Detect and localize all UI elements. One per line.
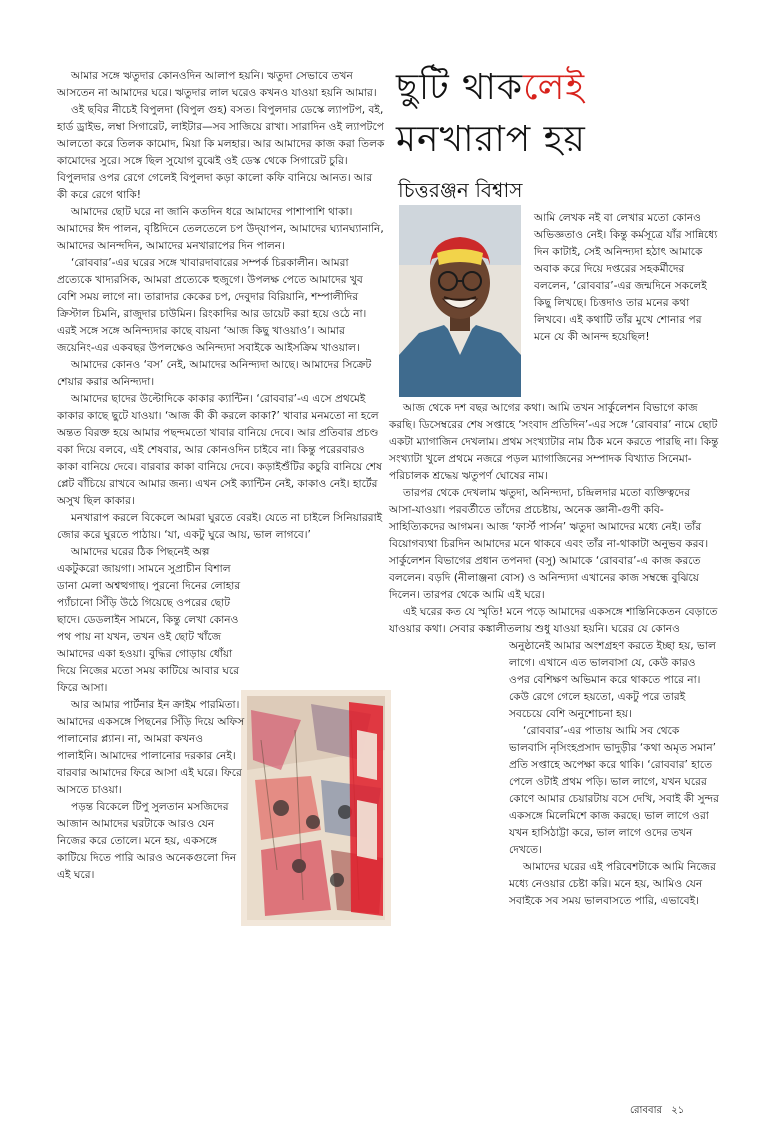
right-column-wrap <box>509 638 719 910</box>
paragraph: ‘রোববার’-এর ঘরের সঙ্গে খাবারদাবারের সম্পর্ক চিরকালীন। আমরা প্রত্যেকে খাদ্যরসিক, আমরা প্রত্যেকে হুজুগে। উপলক্ষ পেতে আমাদের খুব বেশি সময় লাগে না। তারাদার কেকের চপ, দেবুদার বিরিয়ানি, শম্পালীদির ক্রিস্টাল চিমনি, রাজুদার চাউমিন। রিংকাদির আর ডায়েট করা হয়ে ওঠে না। এরই সঙ্গে সঙ্গে অনিন্দ্যদার কাছে বায়না ‘আজ কিছু খাওয়াও’। আমার জয়েনিং-এর একবছর উপলক্ষেও অনিন্দ্যদা সবাইকে আইসক্রিম খাওয়াল। <box>57 257 367 354</box>
left-column <box>57 68 385 884</box>
author-byline: চিত্তরঞ্জন বিশ্বাস <box>398 178 523 202</box>
paragraph: আমাদের ছাদের উল্টোদিকে কাকার ক্যান্টিন। ‘রোববার’-এ এসে প্রথমেই কাকার কাছে ছুটে যাওয়া। ‘আজ কী কী করলে কাকা?’ খাবার মনমতো না হলে অন্তত বিরক্ত হয়ে আমার পছন্দমতো খাবার বানিয়ে দেবে। আর প্রতিবার প্রচণ্ড বকা দিয়ে বলবে, এই শেষবার, আর কোনওদিন চাইবে না। কিন্তু পরেরবারও কাকা বানিয়ে দেবে। বারবার কাকা বানিয়ে দেবে। কড়াইশুঁটির কচুরি বানিয়ে শেষ প্লেট বাঁচিয়ে রাখবে আমার জন্য। এখন সেই ক্যান্টিন নেই, কাকাও নেই। হার্টের অসুখ ছিল কাকার। <box>57 393 382 507</box>
right-column-intro <box>534 210 720 346</box>
page-footer <box>630 1103 684 1120</box>
paragraph: আমাদের ঘরের ঠিক পিছনেই অল্প একটুকরো জায়গা। সামনে সুপ্রাচীন বিশাল ডানা মেলা অশ্বত্থগাছ। পুরনো দিনের লোহার প্যাঁচানো সিঁড়ি উঠে গিয়েছে ওপরের ছোট ছাদে। ডেডলাইন সামনে, কিন্তু লেখা কোনও পথ পায় না যখন, তখন ওই ছোট খাঁজে আমাদের একা হওয়া। বুদ্ধির গোড়ায় ধোঁয়া দিয়ে নিজের মতো সময় কাটিয়ে আবার ঘরে ফিরে আসা। <box>57 546 241 694</box>
paragraph: পড়ন্ত বিকেলে টিপু সুলতান মসজিদের আজান আমাদের ঘরটাকে আরও যেন নিজের করে তোলে। মনে হয়, একসঙ্গে কাটিয়ে দিতে পারি আরও অনেকগুলো দিন এই ঘরে। <box>57 801 237 881</box>
paragraph: মনখারাপ করলে বিকেলে আমরা ঘুরতে বেরই। যেতে না চাইলে সিনিয়াররাই জোর করে ঘুরতে পাঠায়। ‘যা, একটু ঘুরে আয়, ভাল লাগবে।’ <box>57 512 383 541</box>
paragraph: আমাদের ছোট ঘরে না জানি কতদিন ধরে আমাদের পাশাপাশি থাকা। আমাদের ঈদ পালন, বৃষ্টিদিনে তেলতেলে চপ উদ্‌যাপন, আমাদের ঘ্যানঘ্যানানি, আমাদের আনন্দদিন, আমাদের মনখারাপের দিন পালন। <box>57 206 384 252</box>
paragraph: তারপর থেকে দেখলাম ঋতুদা, অনিন্দ্যদা, চন্দ্রিলদার মতো ব্যক্তিত্বদের আসা-যাওয়া। পরবর্তীতে তাঁদের প্রচেষ্টায়, অনেক জ্ঞানী-গুণী কবি-সাহিত্যিকদের আগমন। আজ ‘ফার্স্ট পার্সন’ ঋতুদা আমাদের মধ্যে নেই। তাঁর বিয়োগব্যথা চিরদিন আমাদের মনে থাকবে এবং তাঁর না-থাকাটা অনুভব করব। সার্কুলেশন বিভাগের প্রধান তপনদা (বসু) আমাকে ‘রোববার’-এ কাজ করতে বললেন। বড়দি (নীলাঞ্জনা বোস) ও অনিন্দ্যদা এখানের কাজ সম্বন্ধে বুঝিয়ে দিলেন। তারপর থেকে আমি এই ঘরে। <box>389 487 709 601</box>
article-title <box>396 62 726 166</box>
title-line-2: মনখারাপ হয় <box>396 119 586 160</box>
title-accent-text: লেই <box>523 67 586 108</box>
paragraph: এই ঘরের কত যে স্মৃতি! মনে পড়ে আমাদের একসঙ্গে শান্তিনিকেতন বেড়াতে যাওয়ার কথা। সেবার কঙ্কালীতলায় শুধু যাওয়া হয়নি। ঘরের যে কোনও <box>389 606 718 635</box>
paragraph: আমাদের কোনও ‘বস’ নেই, আমাদের অনিন্দ্যদা আছে। আমাদের সিক্রেট শেয়ার করার অনিন্দ্যদা। <box>57 359 372 388</box>
paragraph: অনুষ্ঠানেই আমার অংশগ্রহণ করতে ইচ্ছা হয়, ভাল লাগে। এখানে এত ভালবাসা যে, কেউ কারও ওপর বেশিক্ষণ অভিমান করে থাকতে পারে না। কেউ রেগে গেলে হয়তো, একটু পরে তারই সবচেয়ে বেশি অনুশোচনা হয়। <box>509 640 716 720</box>
paragraph: আমাদের ঘরের এই পরিবেশটাকে আমি নিজের মধ্যে নেওয়ার চেষ্টা করি। মনে হয়, আমিও যেন সবাইকে সব সময় ভালবাসতে পারি, এভাবেই। <box>509 861 716 907</box>
paragraph: আমার সঙ্গে ঋতুদার কোনওদিন আলাপ হয়নি। ঋতুদা সেভাবে তখন আসতেন না আমাদের ঘরে। ঋতুদার লাল ঘরেও কখনও যাওয়া হয়নি আমার। <box>57 70 377 99</box>
paragraph: ‘রোববার’-এর পাতায় আমি সব থেকে ভালবাসি নৃসিংহপ্রসাদ ভাদুড়ীর ‘কথা অমৃত সমান’ প্রতি সপ্তাহে অপেক্ষা করে থাকি। ‘রোববার’ হাতে পেলে ওটাই প্রথম পড়ি। ভাল লাগে, যখন ঘরের কোণে আমার চেয়ারটায় বসে দেখি, সবাই কী সুন্দর একসঙ্গে মিলেমিশে কাজ করছে। ভাল লাগে ওরা যখন হাসিঠাট্টা করে, ভাল লাগে ওদের তখন দেখতে। <box>509 725 720 856</box>
right-column <box>389 400 719 910</box>
paragraph: ওই ছবির নীচেই বিপুলদা (বিপুল গুহ) বসত। বিপুলদার ডেস্কে ল্যাপটপ, বই, হার্ড ড্রাইভ, লম্বা সিগারেট, লাইটার—সব সাজিয়ে রাখা। সারাদিন ওই ল্যাপটপে আলতো করে তিলক কামোদ, মিয়া কি মলহার। আর আমাদের কাজ করা তিলক কামোদের সুরে। সঙ্গে ছিল সুযোগ বুঝেই ওই ডেস্ক থেকে সিগারেট চুরি। বিপুলদার ওপর রেগে গেলেই বিপুলদা কড়া কালো কফি বানিয়ে আনত। আর কী করে রেগে থাকি! <box>57 104 385 201</box>
author-portrait <box>399 205 521 397</box>
magazine-name: রোববার <box>630 1105 662 1116</box>
title-line-1 <box>396 62 726 114</box>
title-text: ছুটি থাক <box>396 67 524 108</box>
paragraph: আর আমার পার্টনার ইন ক্রাইম পারমিতা। আমাদের একসঙ্গে পিছনের সিঁড়ি দিয়ে অফিস পালানোর প্ল্যান। না, আমরা কখনও পালাইনি। আমাদের পালানোর দরকার নেই। বারবার আমাদের ফিরে আসা এই ঘরে। ফিরে আসতে চাওয়া। <box>57 699 245 796</box>
page-number: ২১ <box>671 1105 685 1116</box>
paragraph: আজ থেকে দশ বছর আগের কথা। আমি তখন সার্কুলেশন বিভাগে কাজ করছি। ডিসেম্বরের শেষ সপ্তাহে ‘সংবাদ প্রতিদিন’-এর সঙ্গে ‘রোববার’ নামে ছোট একটা ম্যাগাজিন দেখলাম। প্রথম সংখ্যাটার নাম ঠিক মনে করতে পারছি না। কিন্তু সংখ্যাটা খুলে প্রথমে নজরে পড়ল ম্যাগাজিনের সম্পাদক বিখ্যাত সিনেমা-পরিচালক শ্রদ্ধেয় ঋতুপর্ণ ঘোষের নাম। <box>389 402 719 482</box>
left-column-wrap <box>57 544 245 884</box>
intro-paragraph: আমি লেখক নই বা লেখার মতো কোনও অভিজ্ঞতাও নেই। কিন্তু কর্মসূত্রে যাঁর সান্নিধ্যে দিন কাটাই, সেই অনিন্দ্যদা হঠাৎ আমাকে অবাক করে দিয়ে দপ্তরের সহকর্মীদের বললেন, ‘রোববার’-এর জন্মদিনে সকলেই কিছু লিখছে। চিত্তদাও তার মনের কথা লিখবে। এই কথাটি তাঁর মুখে শোনার পর মনে যে কী আনন্দ হয়েছিল! <box>534 212 718 343</box>
